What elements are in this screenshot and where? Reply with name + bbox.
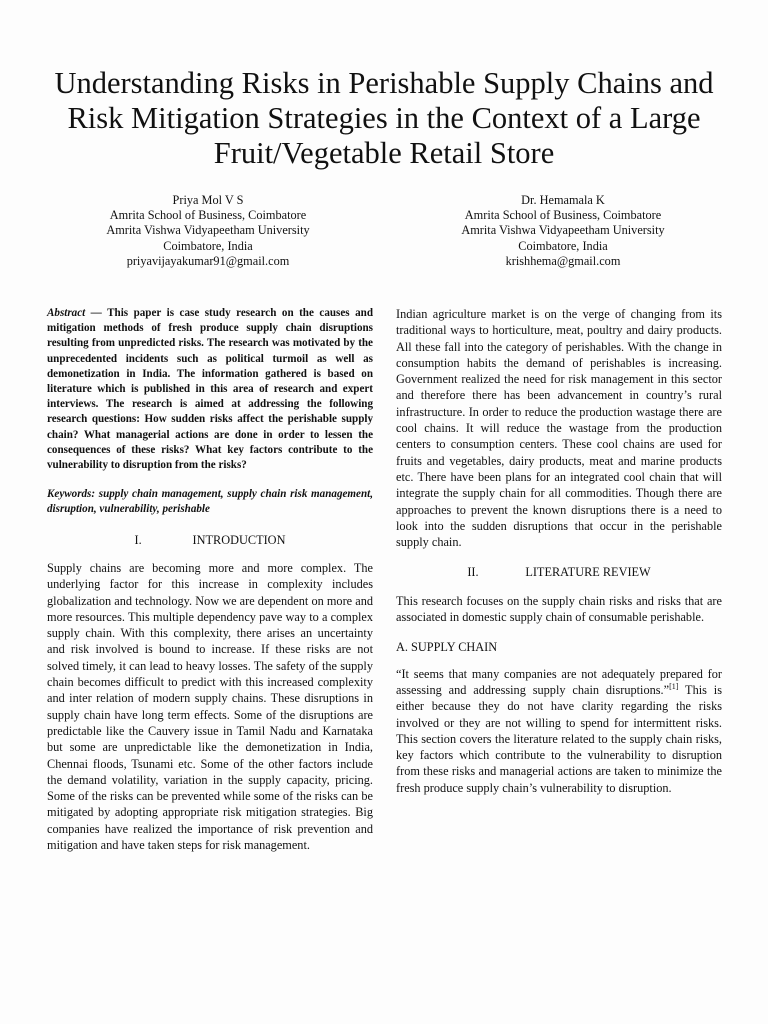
- supply-chain-text: This is either because they do not have clarity regarding the risks involved or they are not willing to spend for intermittent risks. This section covers the literature related to the supply chain risks, key factors which contribute to the vulnerability to disruption from these risks and managerial actions are taken to minimize the fresh produce supply chain’s vulnerability to disruption.: [396, 682, 722, 795]
- literature-review-paragraph: This research focuses on the supply chain risks and risks that are associated in domestic supply chain of consumable perishable.: [396, 593, 722, 625]
- section-heading-literature-review: [396, 564, 722, 580]
- supply-chain-paragraph: [396, 666, 722, 796]
- author-university: Amrita Vishwa Vidyapeetham University: [461, 223, 665, 238]
- subsection-heading-supply-chain: A. SUPPLY CHAIN: [396, 640, 498, 655]
- intro-continued-paragraph: Indian agriculture market is on the verge of changing from its traditional ways to horticulture, meat, poultry and dairy products. All these fall into the category of perishables. With the change in consumption habits the demand of perishables is increasing. Government realized the need for risk management in this sector and therefore there has been advancement in country’s rural infrastructure. In order to reduce the production wastage there are cool chains. It will reduce the wastage from the production centers to consumption centers. These cool chains are used for fruits and vegetables, dairy products, meat and marine products etc. There have been plans for an integrated cool chain that will integrate the supply chain for all commodities. Though there are approaches to prevent the known disruptions there is a need to look into the sudden disruptions that occur in the perishable supply chain.: [396, 307, 722, 550]
- citation-ref: [1]: [669, 681, 679, 691]
- quote-text: “It seems that many companies are not adequately prepared for assessing and addressing supply chain disruptions.”: [396, 666, 722, 697]
- author-email: priyavijayakumar91@gmail.com: [126, 253, 290, 268]
- abstract: [47, 306, 373, 473]
- author-location: Coimbatore, India: [163, 238, 253, 253]
- author-block-1: [48, 193, 368, 269]
- author-school: Amrita School of Business, Coimbatore: [109, 208, 307, 223]
- author-location: Coimbatore, India: [518, 238, 608, 253]
- author-block-2: [403, 193, 723, 269]
- author-name: Priya Mol V S: [172, 193, 244, 207]
- section-title: INTRODUCTION: [192, 532, 286, 547]
- author-email: krishhema@gmail.com: [505, 253, 621, 268]
- author-name: Dr. Hemamala K: [521, 193, 605, 207]
- keywords: Keywords: supply chain management, supply chain risk management, disruption, vulnerability, perishable: [47, 488, 373, 516]
- left-column: [47, 306, 373, 853]
- introduction-paragraph: Supply chains are becoming more and more complex. The underlying factor for this increase in complexity includes globalization and technology. Now we are dependent on more and more resources. This multiple dependency pave way to a complex supply chain. With this complexity, there arises an uncertainty and risk involved is bound to increase. If these risks are not solved timely, it can lead to heavy losses. The safety of the supply chain becomes difficult to predict with this increased complexity and inter relation of modern supply chains. These disruptions in supply chain have long term effects. Some of the disruptions are predictable like the Cauvery issue in Tamil Nadu and Karnataka but some are unpredictable like the demonetization in India, Chennai floods, Tsunami etc. Some of the other factors include the demand volatility, variation in the supply capacity, pricing. Some of the risks can be prevented while some of the risks can be mitigated by adopting appropriate risk mitigation strategies. Big companies have realized the importance of risk prevention and mitigation and have taken steps for risk management.: [47, 560, 373, 852]
- author-university: Amrita Vishwa Vidyapeetham University: [106, 223, 310, 238]
- section-heading-introduction: [47, 532, 373, 548]
- author-school: Amrita School of Business, Coimbatore: [464, 208, 662, 223]
- abstract-label: Abstract —: [47, 307, 102, 319]
- section-number: II.: [467, 565, 479, 580]
- section-number: I.: [134, 532, 142, 547]
- right-column: [396, 306, 722, 796]
- paper-title: Understanding Risks in Perishable Supply Chains and Risk Mitigation Strategies in the Context of a Large Fruit/Vegetable Retail Store: [54, 66, 714, 170]
- section-title: LITERATURE REVIEW: [525, 565, 651, 580]
- abstract-text: This paper is case study research on the causes and mitigation methods of fresh produce supply chain disruptions resulting from unpredicted risks. The research was motivated by the unprecedented incidents such as political turmoil as well as demonetization in India. The information gathered is based on literature which is published in this area of research and expert interviews. The research is aimed at addressing the following research questions: How sudden risks affect the perishable supply chain? What managerial actions are done in order to lessen the consequences of these risks? What key factors contribute to the vulnerability to disruption from the risks?: [47, 307, 373, 472]
